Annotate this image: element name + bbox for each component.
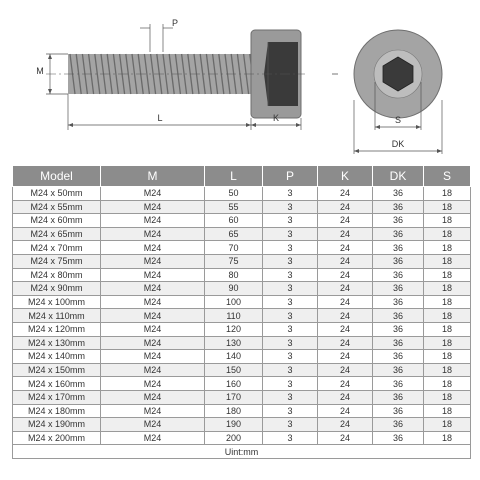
table-cell: M24 x 180mm	[13, 404, 101, 418]
table-cell: 18	[424, 295, 471, 309]
table-cell: 70	[205, 241, 263, 255]
table-cell: 18	[424, 254, 471, 268]
table-cell: 140	[205, 350, 263, 364]
table-cell: 18	[424, 390, 471, 404]
table-cell: M24 x 200mm	[13, 431, 101, 445]
dimension-label-l: L	[157, 113, 163, 123]
header-l: L	[205, 166, 263, 187]
table-cell: 170	[205, 390, 263, 404]
table-row	[13, 187, 471, 201]
table-cell: 36	[373, 200, 424, 214]
table-cell: 18	[424, 241, 471, 255]
table-cell: 3	[263, 282, 318, 296]
table-cell: M24	[101, 309, 205, 323]
table-cell: M24	[101, 254, 205, 268]
table-cell: 36	[373, 363, 424, 377]
table-row	[13, 390, 471, 404]
table-cell: 18	[424, 187, 471, 201]
table-cell: 180	[205, 404, 263, 418]
table-cell: 24	[318, 350, 373, 364]
dimension-label-m: M	[36, 66, 44, 76]
table-cell: M24 x 140mm	[13, 350, 101, 364]
table-cell: M24	[101, 431, 205, 445]
table-cell: 18	[424, 336, 471, 350]
table-cell: 24	[318, 282, 373, 296]
table-header-row	[13, 166, 471, 187]
table-cell: 24	[318, 363, 373, 377]
table-cell: 36	[373, 350, 424, 364]
table-cell: M24 x 65mm	[13, 227, 101, 241]
table-cell: 18	[424, 431, 471, 445]
table-cell: 18	[424, 200, 471, 214]
header-model: Model	[13, 166, 101, 187]
table-cell: 3	[263, 363, 318, 377]
table-footer-row	[13, 445, 471, 459]
unit-note: Uint:mm	[13, 445, 471, 459]
table-body	[13, 187, 471, 445]
table-cell: 18	[424, 309, 471, 323]
table-cell: M24 x 120mm	[13, 322, 101, 336]
table-cell: 36	[373, 214, 424, 228]
table-cell: 36	[373, 268, 424, 282]
header-dk: DK	[373, 166, 424, 187]
table-cell: 65	[205, 227, 263, 241]
header-s: S	[424, 166, 471, 187]
table-cell: M24	[101, 350, 205, 364]
table-cell: 24	[318, 241, 373, 255]
table-cell: 36	[373, 282, 424, 296]
table-cell: 24	[318, 322, 373, 336]
table-cell: M24	[101, 214, 205, 228]
table-row	[13, 377, 471, 391]
table-cell: 36	[373, 336, 424, 350]
table-cell: 18	[424, 268, 471, 282]
table-cell: 200	[205, 431, 263, 445]
table-cell: M24 x 150mm	[13, 363, 101, 377]
table-cell: M24	[101, 404, 205, 418]
table-cell: 3	[263, 254, 318, 268]
table-cell: 36	[373, 377, 424, 391]
table-cell: 3	[263, 377, 318, 391]
table-cell: 36	[373, 241, 424, 255]
table-row	[13, 200, 471, 214]
table-cell: 24	[318, 377, 373, 391]
table-cell: 75	[205, 254, 263, 268]
dimension-label-s: S	[394, 115, 402, 125]
table-row	[13, 227, 471, 241]
table-cell: 18	[424, 363, 471, 377]
table-cell: M24 x 55mm	[13, 200, 101, 214]
table-cell: M24	[101, 322, 205, 336]
table-cell: 24	[318, 295, 373, 309]
table-row	[13, 322, 471, 336]
table-cell: 3	[263, 336, 318, 350]
table-row	[13, 309, 471, 323]
table-cell: M24	[101, 282, 205, 296]
table-cell: 3	[263, 418, 318, 432]
table-row	[13, 282, 471, 296]
table-cell: 110	[205, 309, 263, 323]
table-cell: 24	[318, 268, 373, 282]
table-row	[13, 336, 471, 350]
table-cell: 3	[263, 322, 318, 336]
table-cell: 90	[205, 282, 263, 296]
table-cell: 24	[318, 309, 373, 323]
table-cell: 3	[263, 309, 318, 323]
dimension-label-p: P	[172, 18, 179, 28]
table-cell: M24	[101, 295, 205, 309]
table-cell: 36	[373, 390, 424, 404]
table-cell: M24 x 75mm	[13, 254, 101, 268]
table-cell: 24	[318, 214, 373, 228]
table-cell: 24	[318, 336, 373, 350]
table-cell: M24	[101, 363, 205, 377]
table-cell: 3	[263, 214, 318, 228]
table-cell: 24	[318, 390, 373, 404]
table-row	[13, 350, 471, 364]
bolt-side-view	[46, 30, 305, 118]
spec-table	[12, 165, 471, 459]
table-cell: 36	[373, 187, 424, 201]
table-cell: M24 x 170mm	[13, 390, 101, 404]
table-cell: M24 x 70mm	[13, 241, 101, 255]
table-cell: 3	[263, 350, 318, 364]
table-cell: 100	[205, 295, 263, 309]
table-row	[13, 254, 471, 268]
table-cell: M24	[101, 200, 205, 214]
table-row	[13, 295, 471, 309]
table-cell: 3	[263, 187, 318, 201]
table-cell: 24	[318, 187, 373, 201]
table-cell: M24 x 90mm	[13, 282, 101, 296]
table-cell: M24 x 100mm	[13, 295, 101, 309]
table-cell: 18	[424, 404, 471, 418]
table-cell: 3	[263, 404, 318, 418]
table-cell: M24	[101, 268, 205, 282]
table-cell: 130	[205, 336, 263, 350]
table-cell: M24 x 50mm	[13, 187, 101, 201]
table-cell: 160	[205, 377, 263, 391]
table-cell: 18	[424, 377, 471, 391]
table-cell: 3	[263, 390, 318, 404]
table-cell: 55	[205, 200, 263, 214]
table-cell: 36	[373, 418, 424, 432]
table-cell: M24	[101, 390, 205, 404]
dimension-l	[68, 94, 251, 130]
table-cell: M24 x 80mm	[13, 268, 101, 282]
table-cell: 24	[318, 418, 373, 432]
table-cell: 24	[318, 404, 373, 418]
table-cell: 36	[373, 431, 424, 445]
bolt-front-view	[332, 30, 442, 154]
dimension-label-dk: DK	[391, 139, 405, 149]
table-row	[13, 404, 471, 418]
table-cell: M24	[101, 227, 205, 241]
header-k: K	[318, 166, 373, 187]
table-cell: 24	[318, 200, 373, 214]
table-cell: 3	[263, 295, 318, 309]
table-cell: 120	[205, 322, 263, 336]
table-cell: 60	[205, 214, 263, 228]
table-cell: M24 x 190mm	[13, 418, 101, 432]
header-m: M	[101, 166, 205, 187]
table-cell: 36	[373, 254, 424, 268]
table-cell: 50	[205, 187, 263, 201]
table-row	[13, 241, 471, 255]
table-cell: 18	[424, 322, 471, 336]
table-cell: 36	[373, 309, 424, 323]
dimension-label-k: K	[272, 113, 280, 123]
table-cell: 36	[373, 227, 424, 241]
table-cell: 36	[373, 404, 424, 418]
table-row	[13, 363, 471, 377]
table-cell: M24	[101, 336, 205, 350]
table-cell: 18	[424, 282, 471, 296]
table-cell: M24 x 160mm	[13, 377, 101, 391]
bolt-technical-drawing	[0, 0, 480, 160]
table-cell: M24	[101, 241, 205, 255]
table-cell: 3	[263, 227, 318, 241]
table-cell: 24	[318, 431, 373, 445]
table-cell: 190	[205, 418, 263, 432]
table-row	[13, 214, 471, 228]
table-cell: 3	[263, 268, 318, 282]
table-cell: M24 x 110mm	[13, 309, 101, 323]
table-cell: 3	[263, 431, 318, 445]
table-cell: 18	[424, 214, 471, 228]
table-row	[13, 418, 471, 432]
table-cell: 18	[424, 350, 471, 364]
table-cell: 3	[263, 200, 318, 214]
header-p: P	[263, 166, 318, 187]
table-row	[13, 431, 471, 445]
table-row	[13, 268, 471, 282]
table-cell: M24 x 130mm	[13, 336, 101, 350]
table-cell: M24	[101, 418, 205, 432]
table-cell: M24 x 60mm	[13, 214, 101, 228]
table-cell: 80	[205, 268, 263, 282]
table-cell: 3	[263, 241, 318, 255]
table-cell: 18	[424, 418, 471, 432]
table-cell: 24	[318, 227, 373, 241]
table-cell: 24	[318, 254, 373, 268]
table-cell: 18	[424, 227, 471, 241]
table-cell: M24	[101, 377, 205, 391]
table-cell: 36	[373, 322, 424, 336]
table-cell: 150	[205, 363, 263, 377]
table-cell: M24	[101, 187, 205, 201]
table-cell: 36	[373, 295, 424, 309]
dimension-p	[140, 18, 178, 52]
